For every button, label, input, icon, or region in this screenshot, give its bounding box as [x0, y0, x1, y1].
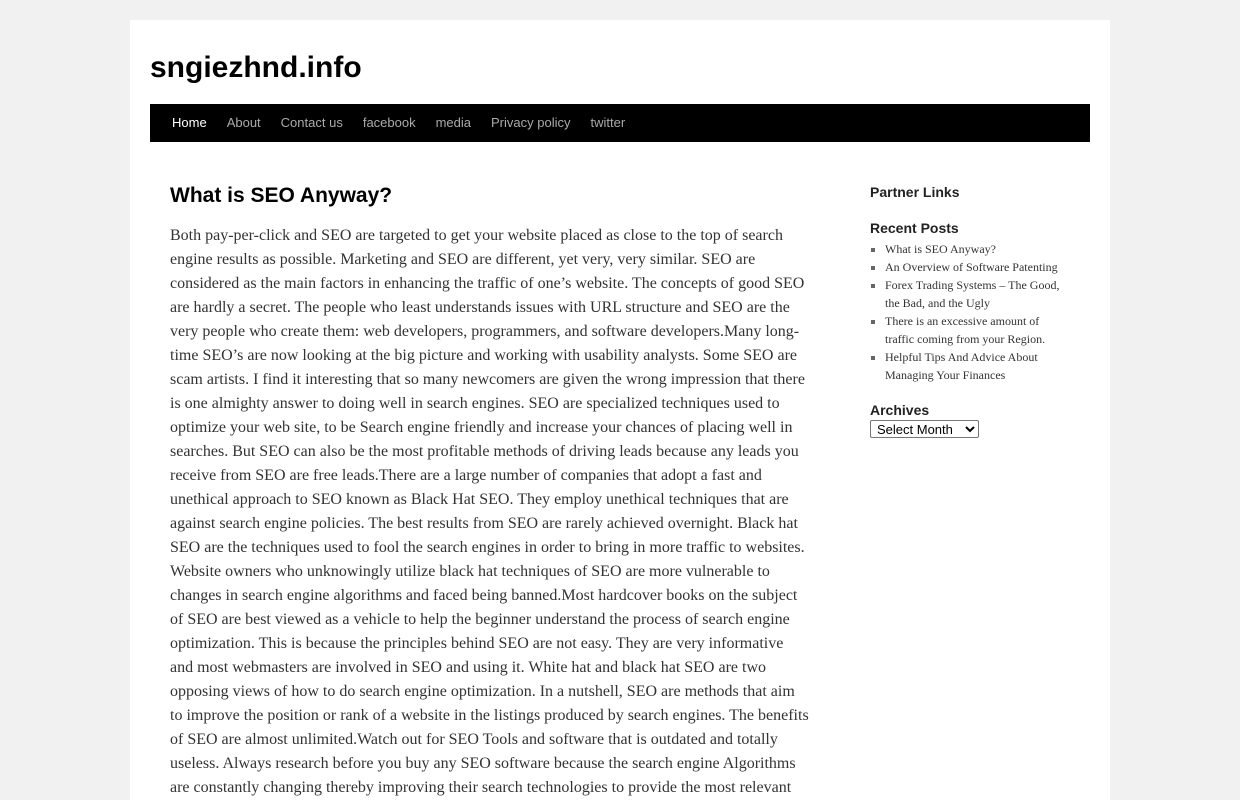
nav-item-facebook: [353, 104, 426, 142]
recent-posts-title: Recent Posts: [870, 220, 959, 236]
recent-post-link[interactable]: Helpful Tips And Advice About Managing Your Finances: [885, 350, 1038, 382]
recent-post-link[interactable]: What is SEO Anyway?: [885, 242, 996, 256]
partner-links-title: Partner Links: [870, 184, 960, 200]
nav-item-about: [217, 104, 271, 142]
main-content: [170, 182, 810, 800]
nav-link-twitter[interactable]: twitter: [590, 115, 626, 130]
nav-link-facebook[interactable]: facebook: [362, 115, 416, 130]
nav-link-media[interactable]: media: [435, 115, 472, 130]
recent-post-item: [885, 258, 1070, 276]
recent-posts-list: [870, 240, 1070, 384]
nav-item-media: [426, 104, 481, 142]
archives-dropdown[interactable]: [870, 420, 979, 438]
nav-menu: [150, 104, 1090, 142]
recent-post-item: [885, 240, 1070, 258]
nav-link-about[interactable]: About: [226, 115, 261, 130]
recent-post-item: [885, 348, 1070, 384]
recent-post-link[interactable]: Forex Trading Systems – The Good, the Bad, and the Ugly: [885, 278, 1060, 310]
nav-link-home[interactable]: Home: [172, 115, 207, 130]
main-nav: [150, 104, 1090, 142]
recent-posts-widget: [870, 218, 1070, 384]
archives-widget: [870, 400, 1070, 439]
nav-item-contact: [271, 104, 353, 142]
recent-post-item: [885, 312, 1070, 348]
post-body: Both pay-per-click and SEO are targeted to get your website placed as close to the top of search engine results as possible. Marketing and SEO are different, yet very, very similar. SEO are considered as the main factors in enhancing the traffic of one’s website. The concepts of good SEO are hardly a secret. The people who least understands issues with URL structure and SEO are the very people who create them: web developers, programmers, and software developers.Many long-time SEO’s are now looking at the big picture and working with usability analysts. Some SEO are scam artists. I find it interesting that so many newcomers are given the wrong impression that there is one almighty answer to doing well in search engines. SEO are specialized techniques used to optimize your web site, to be Search engine friendly and increase your chances of placing well in searches. But SEO can also be the most profitable methods of driving leads because any leads you receive from SEO are free leads.There are a large number of companies that adopt a fast and unethical approach to SEO known as Black Hat SEO. They employ unethical techniques that are against search engine policies. The best results from SEO are rarely achieved overnight. Black hat SEO are the techniques used to fool the search engines in order to bring in more traffic to websites. Website owners who unknowingly utilize black hat techniques of SEO are more vulnerable to changes in search engine algorithms and faced being banned.Most hardcover books on the subject of SEO are best viewed as a vehicle to help the beginner understand the process of search engine optimization. This is because the principles behind SEO are not easy. They are very informative and most webmasters are involved in SEO and using it. White hat and black hat SEO are two opposing views of how to do search engine optimization. In a nutshell, SEO are methods that aim to improve the position or rank of a website in the listings produced by search engines. The benefits of SEO are almost unlimited.Watch out for SEO Tools and software that is outdated and totally useless. Always research before you buy any SEO software because the search engine Algorithms are constantly changing thereby improving their search technologies to provide the most relevant: [170, 227, 809, 796]
post-title[interactable]: What is SEO Anyway?: [170, 184, 393, 207]
nav-item-twitter: [580, 104, 635, 142]
recent-post-link[interactable]: There is an excessive amount of traffic coming from your Region.: [885, 314, 1046, 346]
recent-post-item: [885, 276, 1070, 312]
nav-link-privacy-policy[interactable]: Privacy policy: [491, 115, 571, 130]
partner-links-widget: [870, 182, 1070, 202]
page-wrapper: [130, 20, 1110, 800]
sidebar: [870, 182, 1070, 455]
nav-item-home: [162, 104, 217, 142]
nav-link-contact-us[interactable]: Contact us: [280, 115, 343, 130]
archives-title: Archives: [870, 402, 930, 418]
site-title[interactable]: sngiezhnd.info: [150, 51, 362, 84]
nav-item-privacy: [481, 104, 580, 142]
recent-post-link[interactable]: An Overview of Software Patenting: [885, 260, 1058, 274]
